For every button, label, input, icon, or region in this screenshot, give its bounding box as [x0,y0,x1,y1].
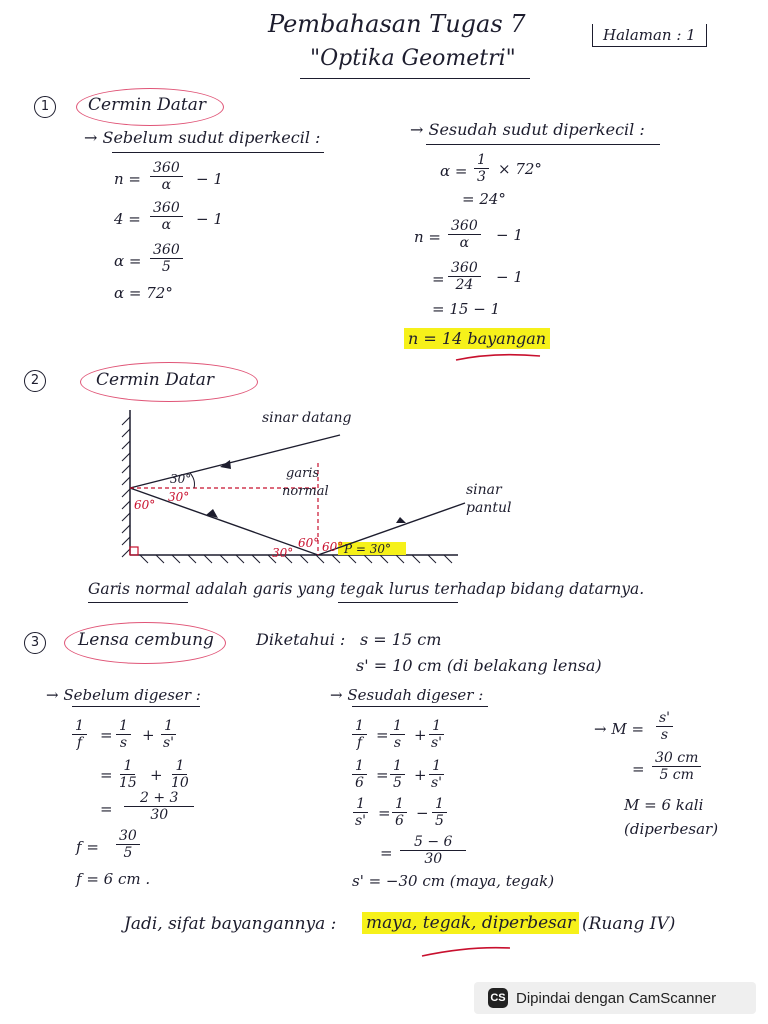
s3-after-underline [352,706,488,707]
before-heading-underline [112,152,324,153]
s3-a-l1-f1 [352,718,367,751]
s1-after-l1-rhs: × 72° [498,160,542,178]
s1-after-l2: = 24° [462,190,506,208]
section3-number: 3 [24,632,46,654]
s3-a-l1-f2 [390,718,405,751]
s3-b-l4-num: 30 [116,828,140,845]
s3-a-l3-f2 [392,796,407,829]
mag-f1-num: s' [656,710,673,727]
conclusion-highlight: maya, tegak, diperbesar [362,912,579,934]
section2-number: 2 [24,370,46,392]
s3-b-l3-den: 30 [150,807,169,823]
s1-answer: n = 14 bayangan [404,328,550,349]
s3-a-l2-f1 [352,758,367,791]
s1-after-l3-lhs: n = [414,228,441,246]
after-heading-underline [426,144,660,145]
angle-60-b: 60° [322,540,344,554]
s3-a-l3-f2-den: 6 [395,813,404,829]
s1-after-l5: = 15 − 1 [432,300,501,318]
s1-before-l3-den: 5 [161,259,171,275]
note-underline-1 [88,602,188,603]
subtitle-underline [300,78,530,79]
s1-before-l1-rhs: − 1 [196,170,223,188]
section1-title: Cermin Datar [88,95,206,115]
s3-a-l3-f3-num: 1 [432,796,447,813]
s3-a-l2-eq: = [376,766,389,784]
s1-before-l1-lhs: n = [114,170,141,188]
s1-after-l3-rhs: − 1 [496,226,523,244]
s3-b-l2-plus: + [150,766,163,784]
s3-a-l3-f1 [352,796,369,829]
s3-a-l3-f1-num: 1 [353,796,368,813]
label-normal-line-1: garis [286,466,320,481]
s3-a-l2-f1-num: 1 [352,758,367,775]
s3-before-heading: → Sebelum digeser : [46,686,201,704]
s3-b-l5: f = 6 cm . [76,870,151,888]
s3-b-l2-f2 [168,758,192,791]
conclusion-underline [418,942,518,962]
s3-b-l1-eq: = [100,726,113,744]
s1-before-l2-num: 360 [150,200,183,217]
s3-a-l3-f3 [432,796,447,829]
s3-b-l2-f1 [116,758,140,791]
s3-b-l1-f2-den: s [119,735,128,751]
page-subtitle: "Optika Geometri" [310,46,516,71]
s1-after-l4-frac [448,260,481,293]
s3-b-l3-f [124,790,194,823]
label-reflected-ray-1: sinar [466,482,502,498]
s3-a-l1-f1-den: f [356,735,363,751]
s1-before-l1-frac [150,160,183,193]
angle-30-mid: 30° [168,490,190,504]
s3-a-l3-f1-den: s' [355,813,367,829]
s1-after-l1-frac [474,152,489,185]
s3-a-l5: s' = −30 cm (maya, tegak) [352,872,555,890]
s3-b-l1-f2-num: 1 [116,718,131,735]
s3-a-l1-f3 [428,718,445,751]
s3-a-l1-f1-num: 1 [352,718,367,735]
s3-a-l1-f3-den: s' [431,735,443,751]
p-angle-label: P = 30° [344,542,392,556]
s3-b-l2-f2-num: 1 [172,758,187,775]
s1-before-l3-frac [150,242,183,275]
s3-a-l1-f2-num: 1 [390,718,405,735]
s3-a-l1-f3-num: 1 [429,718,444,735]
s1-after-l3-num: 360 [448,218,481,235]
page-title: Pembahasan Tugas 7 [268,10,526,38]
mag-f2-lhs: = [632,760,645,778]
note-underline-2 [338,602,458,603]
s3-a-l3-eq: = [378,804,391,822]
s3-a-l1-plus: + [414,726,427,744]
s3-a-l2-f2-num: 1 [390,758,405,775]
s1-before-l2-lhs: 4 = [114,210,141,228]
s3-a-l2-f3 [428,758,445,791]
s1-after-l1-den: 3 [477,169,486,185]
section1-after-heading: → Sesudah sudut diperkecil : [410,120,645,139]
known-label: Diketahui : [256,630,346,649]
section2-note: Garis normal adalah garis yang tegak lurus terhadap bidang datarnya. [88,580,645,598]
s3-before-underline [72,706,200,707]
conclusion-prefix: Jadi, sifat bayangannya : [124,914,337,934]
mag-label: → M = [594,720,645,738]
s3-b-l1-f1 [72,718,87,751]
s3-b-l1-f1-num: 1 [72,718,87,735]
mag-f1 [656,710,673,743]
s3-a-l2-f3-num: 1 [429,758,444,775]
mag-f2-den: 5 cm [659,767,694,783]
s3-b-l1-f3 [160,718,177,751]
angle-30-top: 30° [170,472,192,486]
s3-after-heading: → Sesudah digeser : [330,686,484,704]
camscanner-logo-icon: CS [488,988,508,1008]
s3-b-l2-f1-num: 1 [120,758,135,775]
s3-b-l1-f3-den: s' [163,735,175,751]
s3-a-l2-f2 [390,758,405,791]
section2-title: Cermin Datar [96,370,214,390]
s3-b-l3-num: 2 + 3 [124,790,194,807]
s1-after-l4-rhs: − 1 [496,268,523,286]
conclusion-suffix: (Ruang IV) [582,914,676,934]
label-reflected-ray-2: pantul [466,500,512,516]
angle-60-a: 60° [298,536,320,550]
label-normal-line-2: normal [282,484,329,499]
angle-60-left: 60° [134,498,156,512]
s3-a-l3-minus: − [416,804,429,822]
mag-f2-num: 30 cm [652,750,701,767]
s1-after-l3-den: α [459,235,470,251]
camscanner-text: Dipindai dengan CamScanner [516,989,717,1007]
s1-before-l2-frac [150,200,183,233]
s1-after-l4-num: 360 [448,260,481,277]
s3-a-l3-f3-den: 5 [435,813,444,829]
page-number-box: Halaman : 1 [592,24,707,47]
s3-b-l1-f2 [116,718,131,751]
s1-after-l4-lhs: = [432,270,445,288]
s1-after-l1-lhs: α = [440,162,468,180]
s3-b-l3-eq: = [100,800,113,818]
s3-a-l2-f3-den: s' [431,775,443,791]
s3-b-l2-eq: = [100,766,113,784]
section1-before-heading: → Sebelum sudut diperkecil : [84,128,321,147]
s3-b-l1-f1-den: f [76,735,83,751]
mag-l4: (diperbesar) [624,820,719,838]
section3-title: Lensa cembung [78,630,214,650]
label-incident-ray: sinar datang [262,410,352,426]
section1-number: 1 [34,96,56,118]
s3-b-l2-f2-den: 10 [171,775,189,791]
s3-b-l4-lhs: f = [76,838,99,856]
s-value: s = 15 cm [360,630,442,649]
s3-a-l2-plus: + [414,766,427,784]
s1-after-l3-frac [448,218,481,251]
s1-before-l2-rhs: − 1 [196,210,223,228]
s-prime-value: s' = 10 cm (di belakang lensa) [356,656,602,675]
s3-a-l2-f2-den: 5 [393,775,402,791]
s3-a-l4-f [400,834,466,867]
mag-l3: M = 6 kali [624,796,704,814]
s1-after-l1-num: 1 [474,152,489,169]
s3-b-l2-f1-den: 15 [119,775,137,791]
s3-a-l4-den: 30 [424,851,443,867]
s1-before-l1-num: 360 [150,160,183,177]
s1-before-l1-den: α [161,177,172,193]
s3-b-l1-plus: + [142,726,155,744]
s3-a-l1-f2-den: s [393,735,402,751]
s1-before-l3-num: 360 [150,242,183,259]
mag-f2 [652,750,701,783]
s3-b-l4-den: 5 [123,845,133,861]
s3-b-l4-f [116,828,140,861]
mag-f1-den: s [660,727,669,743]
s1-before-l2-den: α [161,217,172,233]
s1-after-l4-den: 24 [455,277,474,293]
s3-a-l1-eq: = [376,726,389,744]
s3-a-l4-eq: = [380,844,393,862]
s1-before-l3-lhs: α = [114,252,142,270]
s3-b-l1-f3-num: 1 [161,718,176,735]
s3-a-l3-f2-num: 1 [392,796,407,813]
camscanner-watermark [474,982,756,1014]
s3-a-l2-f1-den: 6 [355,775,364,791]
s1-before-l4: α = 72° [114,284,173,302]
s1-answer-underline [454,350,544,364]
s3-a-l4-num: 5 − 6 [400,834,466,851]
angle-30-bottom: 30° [272,546,294,560]
